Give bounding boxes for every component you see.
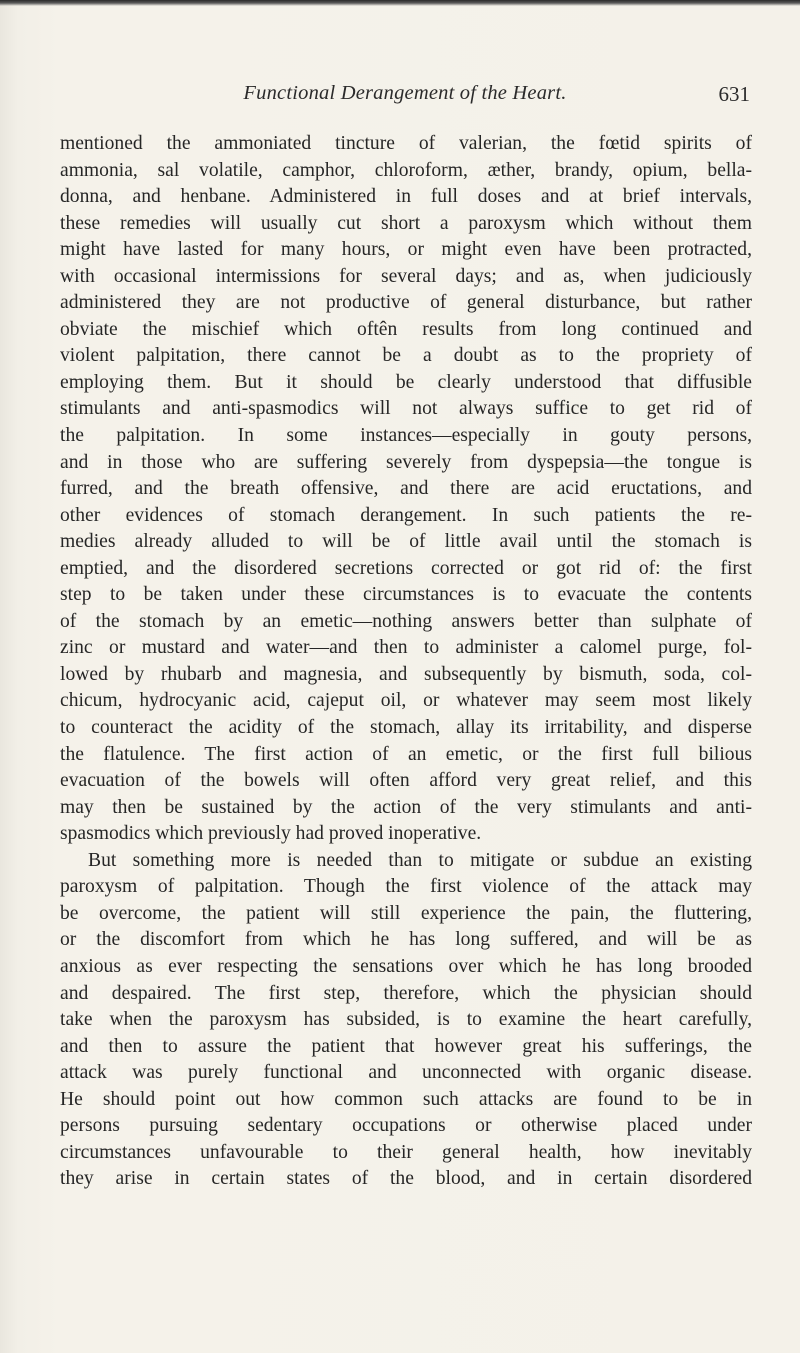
text-line: medies already alluded to will be of little avail until the stomach is <box>60 531 752 553</box>
body-text <box>60 131 752 1193</box>
text-line: these remedies will usually cut short a paroxysm which without them <box>60 212 752 234</box>
text-line: may then be sustained by the action of the very stimulants and anti- <box>60 796 752 818</box>
text-line: step to be taken under these circumstances is to evacuate the contents <box>60 584 752 606</box>
page-header <box>60 82 750 118</box>
text-line: other evidences of stomach derangement. In such patients the re- <box>60 504 752 526</box>
text-line: lowed by rhubarb and magnesia, and subsequently by bismuth, soda, col- <box>60 663 752 685</box>
text-line: or the discomfort from which he has long suffered, and will be as <box>60 929 752 951</box>
text-line: chicum, hydrocyanic acid, cajeput oil, or whatever may seem most likely <box>60 690 752 712</box>
text-line: emptied, and the disordered secretions corrected or got rid of: the first <box>60 557 752 579</box>
text-line: stimulants and anti-spasmodics will not always suffice to get rid of <box>60 398 752 420</box>
text-line: obviate the mischief which oftên results from long continued and <box>60 318 752 340</box>
text-line: the palpitation. In some instances—especially in gouty persons, <box>60 425 752 447</box>
running-title: Functional Derangement of the Heart. <box>243 82 567 104</box>
text-line: and then to assure the patient that however great his sufferings, the <box>60 1035 752 1057</box>
text-line: He should point out how common such attacks are found to be in <box>60 1088 752 1110</box>
text-line: they arise in certain states of the blood, and in certain disordered <box>60 1168 752 1190</box>
text-line: and in those who are suffering severely from dyspepsia—the tongue is <box>60 451 752 473</box>
text-line: be overcome, the patient will still experience the pain, the fluttering, <box>60 902 752 924</box>
paragraph-end-line: spasmodics which previously had proved inoperative. <box>60 823 482 845</box>
scan-edge <box>0 0 800 6</box>
paragraph-start-line: But something more is needed than to mitigate or subdue an existing <box>88 849 752 871</box>
text-line: persons pursuing sedentary occupations or otherwise placed under <box>60 1115 752 1137</box>
text-line: donna, and henbane. Administered in full doses and at brief intervals, <box>60 186 752 208</box>
text-line: paroxysm of palpitation. Though the first violence of the attack may <box>60 876 752 898</box>
text-line: zinc or mustard and water—and then to administer a calomel purge, fol- <box>60 637 752 659</box>
text-line: employing them. But it should be clearly understood that diffusible <box>60 371 752 393</box>
text-line: furred, and the breath offensive, and there are acid eructations, and <box>60 478 752 500</box>
text-line: attack was purely functional and unconnected with organic disease. <box>60 1062 752 1084</box>
text-line: take when the paroxysm has subsided, is to examine the heart carefully, <box>60 1009 752 1031</box>
text-line: administered they are not productive of general disturbance, but rather <box>60 292 752 314</box>
text-line: violent palpitation, there cannot be a doubt as to the propriety of <box>60 345 752 367</box>
text-line: mentioned the ammoniated tincture of valerian, the fœtid spirits of <box>60 133 752 154</box>
text-line: of the stomach by an emetic—nothing answers better than sulphate of <box>60 610 752 632</box>
text-line: to counteract the acidity of the stomach, allay its irritability, and disperse <box>60 717 752 739</box>
text-line: ammonia, sal volatile, camphor, chloroform, æther, brandy, opium, bella- <box>60 159 752 181</box>
text-line: the flatulence. The first action of an emetic, or the first full bilious <box>60 743 752 765</box>
text-line: and despaired. The first step, therefore, which the physician should <box>60 982 752 1004</box>
text-line: evacuation of the bowels will often afford very great relief, and this <box>60 770 752 792</box>
text-line: anxious as ever respecting the sensations over which he has long brooded <box>60 955 752 977</box>
page-number: 631 <box>718 82 750 106</box>
text-line: might have lasted for many hours, or might even have been protracted, <box>60 239 752 261</box>
text-line: circumstances unfavourable to their general health, how inevitably <box>60 1141 752 1163</box>
text-line: with occasional intermissions for several days; and as, when judiciously <box>60 265 752 287</box>
